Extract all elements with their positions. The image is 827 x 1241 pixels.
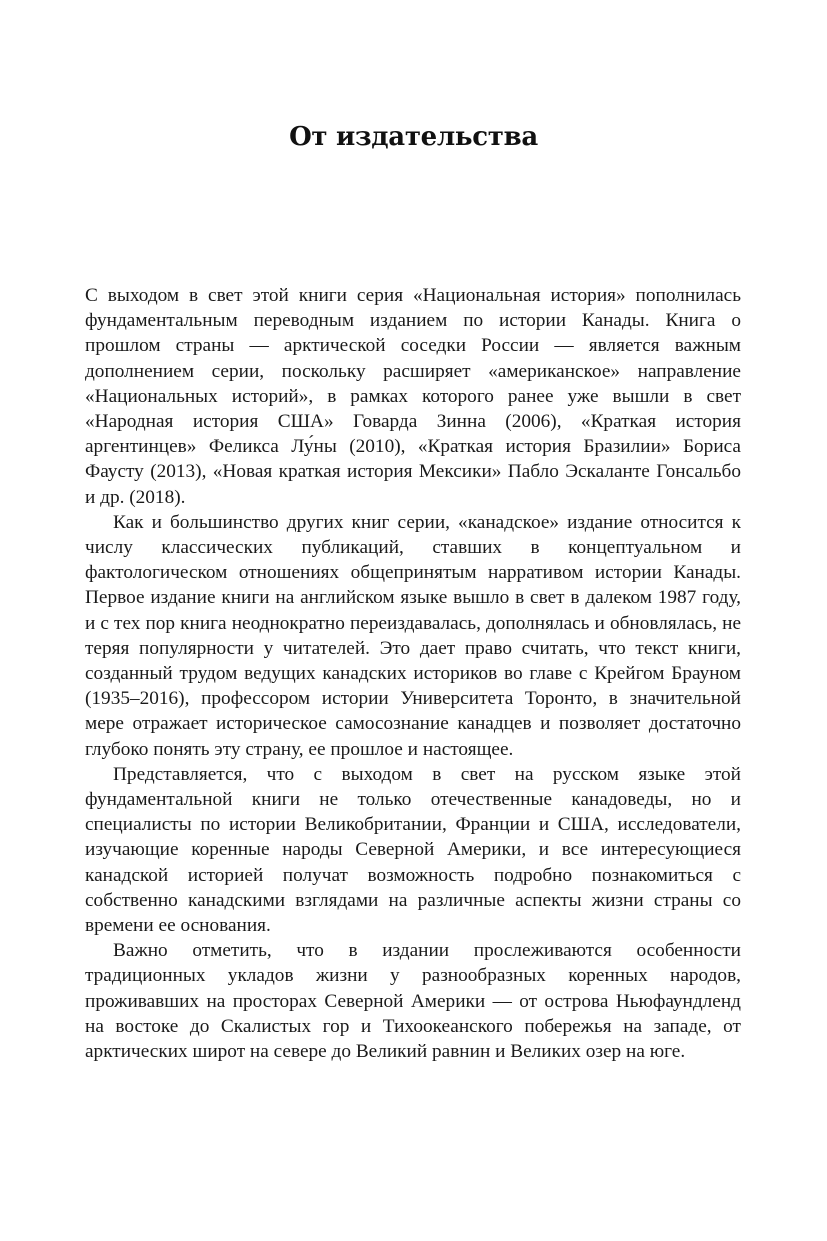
paragraph-1: С выходом в свет этой книги серия «Национальная история» пополнилась фундаментальным переводным изданием по истории Канады. Книга о прошлом страны — арктической соседки России — является важным дополнением серии, поскольку расширяет «американское» направление «Национальных историй», в рамках которого ранее уже вышли в свет «Народная история США» Говарда Зинна (2006), «Краткая история аргентинцев» Феликса Лу́ны (2010), «Краткая история Бразилии» Бориса Фаусту (2013), «Новая краткая история Мексики» Пабло Эскаланте Гонсальбо и др. (2018). bbox=[85, 285, 741, 508]
paragraph-4: Важно отметить, что в издании прослеживаются особенности традиционных укладов жизни у разнообразных коренных народов, проживавших на просторах Северной Америки — от острова Ньюфаундленд на востоке до Скалистых гор и Тихоокеанского побережья на западе, от арктических широт на севере до Великий равнин и Великих озер на юге. bbox=[85, 940, 741, 1063]
page-title: От издательства bbox=[289, 122, 538, 152]
paragraph-2: Как и большинство других книг серии, «канадское» издание относится к числу классических публикаций, ставших в концептуальном и фактологическом отношениях общепринятым нарративом истории Канады. Первое издание книги на английском языке вышло в свет в далеком 1987 году, и с тех пор книга неоднократно переиздавалась, дополнялась и обновлялась, не теряя популярности у читателей. Это дает право считать, что текст книги, созданный трудом ведущих канадских историков во главе с Крейгом Брауном (1935–2016), профессором истории Университета Торонто, в значительной мере отражает историческое самосознание канадцев и позволяет достаточно глубоко понять эту страну, ее прошлое и настоящее. bbox=[85, 511, 741, 760]
body-text bbox=[85, 283, 741, 1064]
paragraph-3: Представляется, что с выходом в свет на русском языке этой фундаментальной книги не только отечественные канадоведы, но и специалисты по истории Великобритании, Франции и США, исследователи, изучающие коренные народы Северной Америки, и все интересующиеся канадской историей получат возможность подробно познакомиться с собственно канадскими взглядами на различные аспекты жизни страны со времени ее основания. bbox=[85, 763, 741, 937]
